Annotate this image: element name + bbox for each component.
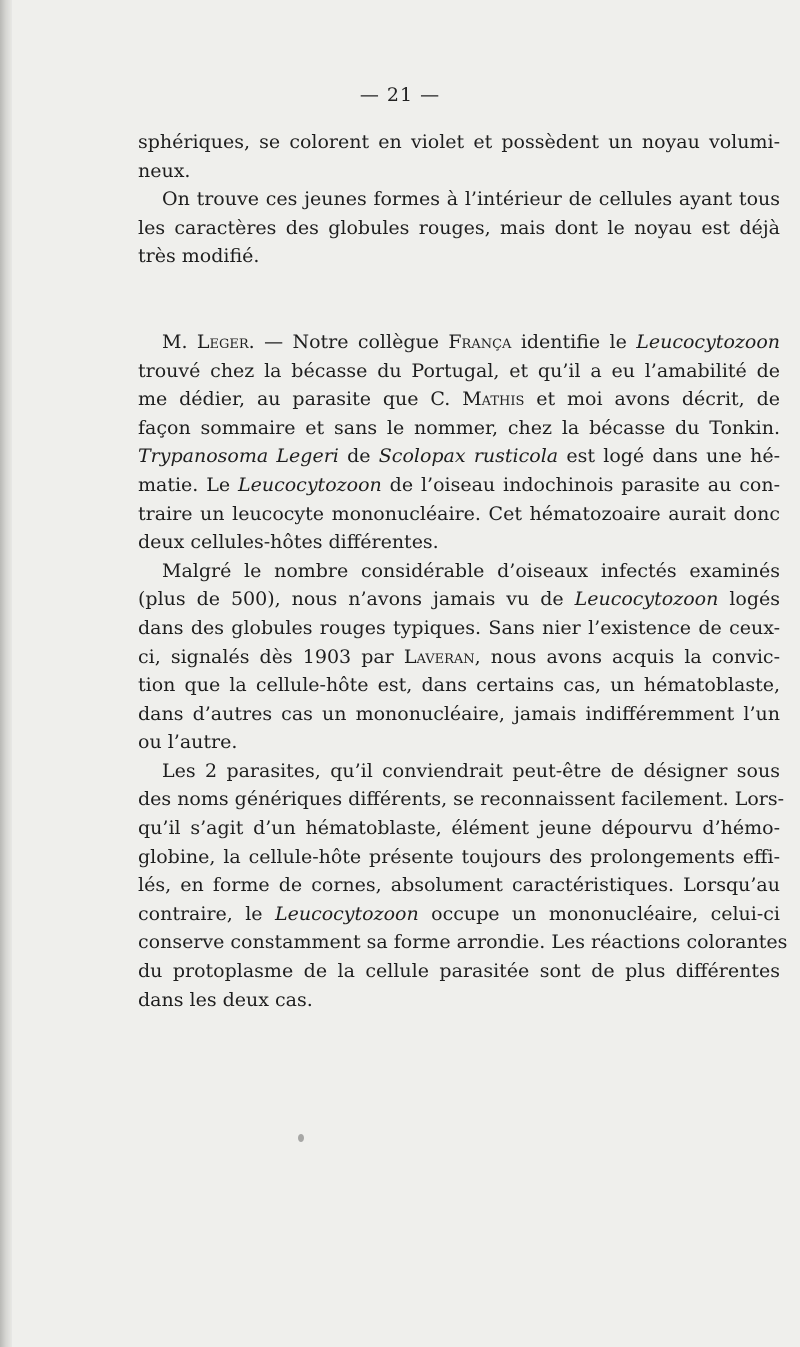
text-fragment: occupe un mononucléaire, celui-ci — [418, 902, 780, 925]
text-fragment: matie. Le — [138, 473, 238, 496]
taxon-name: Leucocytozoon — [636, 330, 781, 353]
text-fragment: de — [338, 445, 379, 468]
person-name: Mathis — [462, 388, 525, 411]
person-name: França — [448, 330, 512, 353]
text-line — [138, 900, 780, 929]
taxon-name: Leucocytozoon — [238, 473, 382, 496]
text-fragment: ci, signalés dès 1903 par — [138, 645, 404, 668]
paragraph-3 — [138, 328, 780, 557]
text-fragment: et moi avons décrit, de — [524, 388, 780, 411]
text-fragment: identifie le — [511, 330, 637, 353]
text-line — [138, 328, 780, 357]
text-line — [138, 585, 780, 614]
text-line: On trouve ces jeunes formes à l’intérieur de cellules ayant tous — [162, 188, 780, 211]
text-line: deux cellules-hôtes différentes. — [138, 531, 439, 554]
text-fragment: contraire, le — [138, 902, 275, 925]
text-line: dans des globules rouges typiques. Sans nier l’existence de ceux- — [138, 616, 780, 639]
paragraph-4 — [138, 557, 780, 757]
text-fragment: — Notre collègue — [254, 330, 449, 353]
text-line: tion que la cellule-hôte est, dans certains cas, un hématoblaste, — [138, 674, 780, 697]
text-fragment: logés — [718, 588, 780, 611]
taxon-name: Trypanosoma Legeri — [138, 445, 339, 468]
taxon-name: Leucocytozoon — [574, 588, 719, 611]
text-line: dans d’autres cas un mononucléaire, jamais indifféremment l’un — [138, 702, 780, 725]
text-line: ou l’autre. — [138, 731, 238, 754]
text-line: traire un leucocyte mononucléaire. Cet hématozoaire aurait donc — [138, 502, 780, 525]
text-line: dans les deux cas. — [138, 988, 313, 1011]
text-line: neux. — [138, 159, 191, 182]
text-fragment: (plus de 500), nous n’avons jamais vu de — [138, 588, 575, 611]
text-line — [138, 471, 780, 500]
speaker-name: M. Leger. — [162, 330, 255, 353]
paper-speck — [298, 1134, 304, 1142]
text-line: façon sommaire et sans le nommer, chez la bécasse du Tonkin. — [138, 416, 780, 439]
text-line: du protoplasme de la cellule parasitée sont de plus différentes — [138, 960, 780, 983]
text-fragment: de l’oiseau indochinois parasite au con- — [381, 473, 781, 496]
text-line: très modifié. — [138, 245, 260, 268]
text-line: Les 2 parasites, qu’il conviendrait peut-être de désigner sous — [162, 759, 780, 782]
body-text — [138, 128, 788, 1014]
text-line — [138, 442, 780, 471]
text-line: qu’il s’agit d’un hématoblaste, élément jeune dépourvu d’hémo- — [138, 817, 780, 840]
text-line: globine, la cellule-hôte présente toujours des prolongements effi- — [138, 845, 780, 868]
paragraph-1 — [138, 128, 780, 185]
text-line: les caractères des globules rouges, mais dont le noyau est déjà — [138, 216, 780, 239]
section-gap — [138, 271, 780, 328]
text-line — [138, 385, 780, 414]
page-gutter-shadow — [0, 0, 12, 1347]
paragraph-5 — [138, 757, 788, 1014]
text-line — [138, 643, 780, 672]
paragraph-2 — [138, 185, 780, 271]
text-fragment: , nous avons acquis la convic- — [474, 645, 780, 668]
taxon-name: Leucocytozoon — [274, 902, 419, 925]
page-number: — 21 — — [359, 84, 441, 106]
text-line: lés, en forme de cornes, absolument caractéristiques. Lorsqu’au — [138, 874, 780, 897]
text-fragment: me dédier, au parasite que C. — [138, 388, 463, 411]
text-line: des noms génériques différents, se reconnaissent facilement. Lors- — [138, 788, 785, 811]
text-fragment: est logé dans une hé- — [558, 445, 781, 468]
person-name: Laveran — [403, 645, 475, 668]
text-line: sphériques, se colorent en violet et possèdent un noyau volumi- — [138, 131, 780, 153]
text-line: Malgré le nombre considérable d’oiseaux infectés examinés — [162, 559, 780, 582]
text-line: conserve constamment sa forme arrondie. Les réactions colorantes — [138, 931, 788, 954]
taxon-name: Scolopax rusticola — [378, 445, 559, 468]
text-line: trouvé chez la bécasse du Portugal, et qu’il a eu l’amabilité de — [138, 359, 780, 382]
